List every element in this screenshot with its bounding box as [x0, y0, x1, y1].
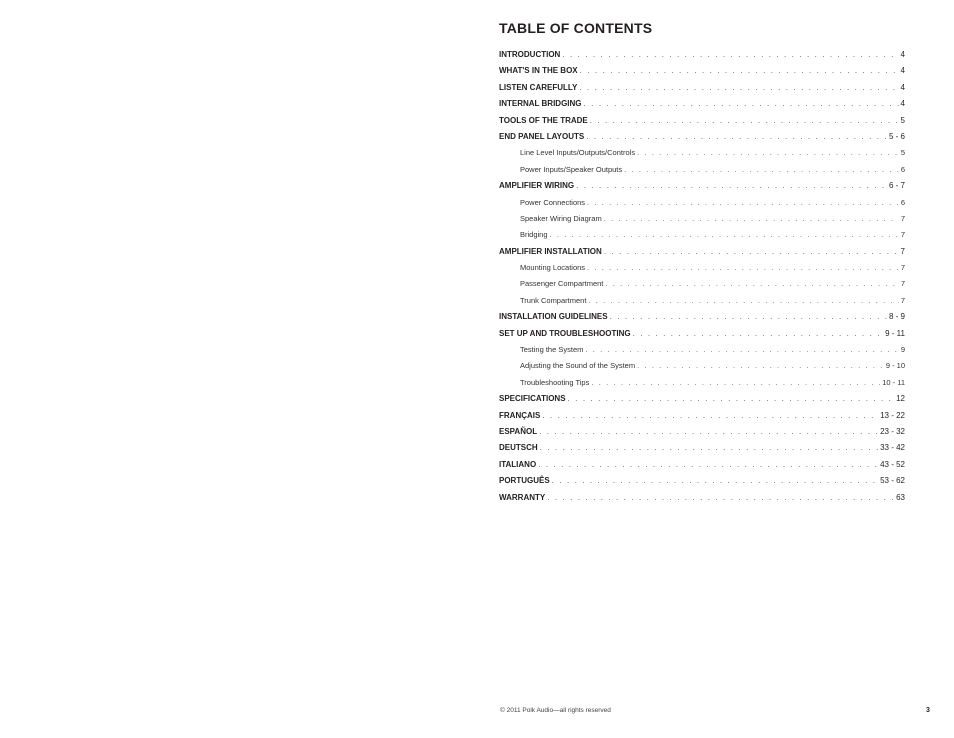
toc-entry-page: 5 - 6	[888, 131, 905, 141]
dot-leader	[587, 198, 899, 207]
toc-entry-page: 4	[900, 99, 905, 109]
toc-subentry	[499, 214, 905, 230]
toc-entry-page: 43 - 52	[880, 459, 905, 469]
dot-leader	[538, 460, 878, 469]
dot-leader	[584, 99, 899, 108]
toc-entry-page: 63	[896, 492, 905, 502]
toc-entry-page: 9	[900, 345, 905, 355]
toc-entry-page: 9 - 10	[885, 361, 905, 371]
toc-entry-label: Troubleshooting Tips	[520, 377, 590, 387]
toc-entry-label: SET UP AND TROUBLESHOOTING	[499, 328, 631, 338]
toc-entry-page: 8 - 9	[888, 312, 905, 322]
toc-entry-page: 4	[900, 82, 905, 92]
toc-entry-label: AMPLIFIER WIRING	[499, 181, 575, 191]
toc-entry-page: 6	[900, 164, 905, 174]
dot-leader	[586, 132, 887, 141]
toc-entry-label: AMPLIFIER INSTALLATION	[499, 246, 602, 256]
toc-entry-page: 33 - 42	[880, 443, 905, 453]
toc-subentry	[499, 296, 905, 312]
toc-entry-label: END PANEL LAYOUTS	[499, 131, 585, 141]
toc-entry-label: PORTUGUÊS	[499, 476, 550, 486]
toc-entry-label: LISTEN CAREFULLY	[499, 82, 578, 92]
table-of-contents	[499, 20, 905, 509]
toc-entry-label: FRANÇAIS	[499, 410, 541, 420]
dot-leader	[579, 83, 898, 92]
dot-leader	[637, 361, 884, 370]
toc-entry-label: Line Level Inputs/Outputs/Controls	[520, 148, 636, 158]
toc-entry-page: 10 - 11	[882, 377, 905, 387]
toc-subentry	[499, 148, 905, 164]
toc-entry-page: 7	[900, 230, 905, 240]
toc-entry-page: 7	[900, 263, 905, 273]
toc-entry-label: DEUTSCH	[499, 443, 538, 453]
dot-leader	[637, 148, 899, 157]
toc-entry	[499, 427, 905, 443]
toc-entry	[499, 181, 905, 197]
dot-leader	[605, 279, 898, 288]
footer-page-number: 3	[926, 707, 930, 714]
toc-entry	[499, 329, 905, 345]
dot-leader	[585, 345, 898, 354]
toc-entry	[499, 83, 905, 99]
toc-entry	[499, 247, 905, 263]
toc-entry-label: SPECIFICATIONS	[499, 394, 566, 404]
dot-leader	[580, 66, 899, 75]
toc-entry	[499, 312, 905, 328]
dot-leader	[547, 493, 894, 502]
toc-entry-label: WHAT'S IN THE BOX	[499, 66, 578, 76]
toc-entry	[499, 443, 905, 459]
dot-leader	[588, 296, 898, 305]
dot-leader	[590, 116, 899, 125]
toc-entry	[499, 50, 905, 66]
dot-leader	[552, 476, 878, 485]
toc-entry-page: 5	[900, 148, 905, 158]
footer-copyright: © 2011 Polk Audio—all rights reserved	[500, 707, 611, 714]
toc-list	[499, 50, 905, 509]
toc-entry-page: 6	[900, 197, 905, 207]
dot-leader	[624, 165, 899, 174]
dot-leader	[591, 378, 880, 387]
toc-title: TABLE OF CONTENTS	[499, 20, 653, 36]
toc-entry	[499, 99, 905, 115]
toc-subentry	[499, 165, 905, 181]
toc-subentry	[499, 345, 905, 361]
dot-leader	[540, 443, 878, 452]
toc-entry	[499, 476, 905, 492]
toc-entry-page: 5	[900, 115, 905, 125]
toc-subentry	[499, 361, 905, 377]
toc-entry-page: 7	[900, 295, 905, 305]
toc-entry-label: Passenger Compartment	[520, 279, 604, 289]
toc-entry-label: TOOLS OF THE TRADE	[499, 115, 588, 125]
toc-subentry	[499, 263, 905, 279]
toc-entry-label: INTERNAL BRIDGING	[499, 99, 582, 109]
toc-entry	[499, 460, 905, 476]
toc-entry-label: Speaker Wiring Diagram	[520, 213, 602, 223]
toc-entry-label: ESPAÑOL	[499, 426, 538, 436]
dot-leader	[576, 181, 887, 190]
toc-entry-label: INTRODUCTION	[499, 50, 561, 59]
toc-entry-label: Trunk Compartment	[520, 295, 587, 305]
toc-entry-label: Power Connections	[520, 197, 586, 207]
toc-entry-page: 12	[896, 394, 905, 404]
toc-entry	[499, 394, 905, 410]
dot-leader	[604, 214, 899, 223]
toc-entry-page: 9 - 11	[885, 328, 905, 338]
toc-entry	[499, 132, 905, 148]
toc-entry-page: 7	[900, 279, 905, 289]
dot-leader	[568, 394, 895, 403]
dot-leader	[604, 247, 899, 256]
dot-leader	[562, 50, 898, 59]
toc-entry	[499, 411, 905, 427]
dot-leader	[610, 312, 887, 321]
toc-entry-label: INSTALLATION GUIDELINES	[499, 312, 608, 322]
toc-entry-label: Testing the System	[520, 345, 584, 355]
dot-leader	[542, 411, 878, 420]
toc-entry-page: 4	[900, 66, 905, 76]
dot-leader	[550, 230, 899, 239]
toc-entry-page: 4	[900, 50, 905, 59]
toc-entry-label: Adjusting the Sound of the System	[520, 361, 636, 371]
toc-entry-page: 7	[900, 246, 905, 256]
toc-entry-label: Bridging	[520, 230, 548, 240]
toc-entry	[499, 116, 905, 132]
toc-entry-page: 13 - 22	[880, 410, 905, 420]
toc-subentry	[499, 230, 905, 246]
toc-entry	[499, 66, 905, 82]
toc-entry	[499, 493, 905, 509]
toc-entry-page: 53 - 62	[880, 476, 905, 486]
toc-subentry	[499, 378, 905, 394]
toc-entry-label: Power Inputs/Speaker Outputs	[520, 164, 623, 174]
toc-entry-label: WARRANTY	[499, 492, 546, 502]
toc-entry-page: 23 - 32	[880, 426, 905, 436]
toc-entry-page: 6 - 7	[888, 181, 905, 191]
dot-leader	[539, 427, 878, 436]
dot-leader	[587, 263, 899, 272]
toc-subentry	[499, 279, 905, 295]
dot-leader	[633, 329, 884, 338]
toc-entry-label: ITALIANO	[499, 459, 537, 469]
toc-entry-page: 7	[900, 213, 905, 223]
toc-subentry	[499, 198, 905, 214]
toc-entry-label: Mounting Locations	[520, 263, 586, 273]
